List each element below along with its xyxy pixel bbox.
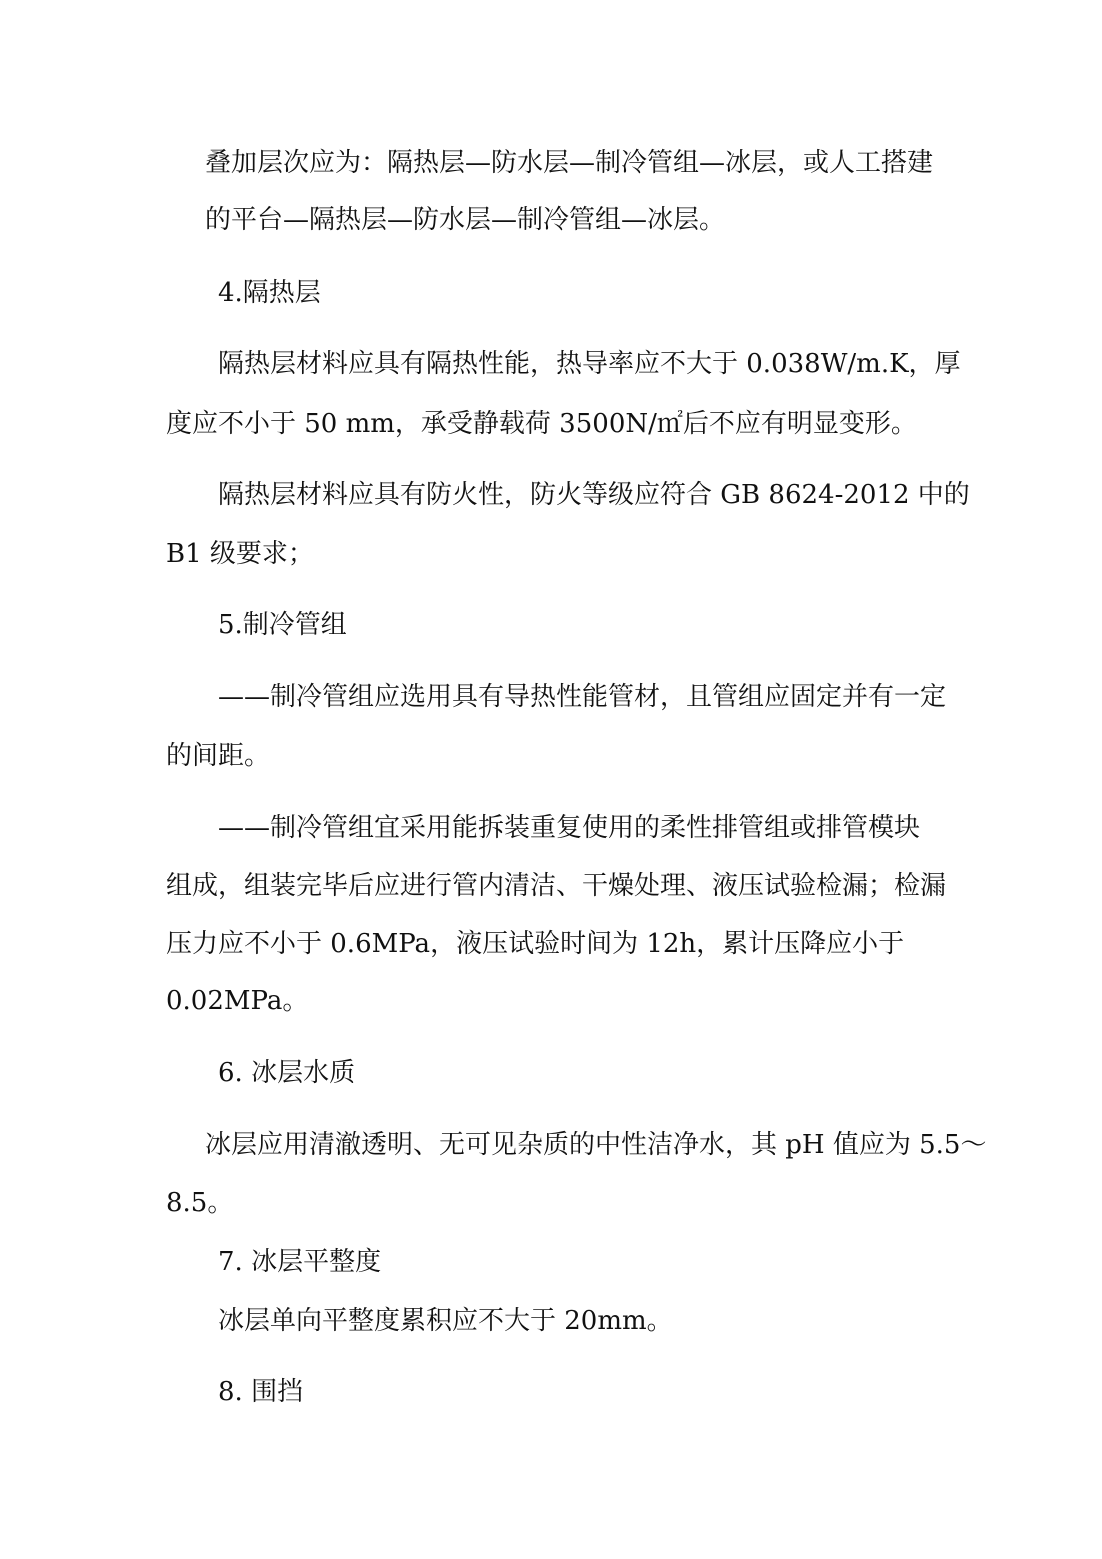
insulation-paragraph-2-line-1: 隔热层材料应具有防火性，防火等级应符合 GB 8624-2012 中的	[218, 480, 970, 510]
layer-order-text-line-1: 叠加层次应为：隔热层—防水层—制冷管组—冰层，或人工搭建	[205, 148, 934, 178]
water-quality-line-2: 8.5。	[166, 1188, 234, 1218]
layer-order-text-line-2: 的平台—隔热层—防水层—制冷管组—冰层。	[205, 205, 726, 235]
pipes-item-1-line-2: 的间距。	[166, 741, 271, 771]
section-heading-refrigeration-pipes: 5.制冷管组	[218, 610, 347, 640]
section-heading-ice-flatness: 7. 冰层平整度	[218, 1247, 382, 1277]
insulation-paragraph-2-line-2: B1 级要求；	[166, 539, 314, 569]
pipes-item-2-line-2: 组成，组装完毕后应进行管内清洁、干燥处理、液压试验检漏；检漏	[166, 871, 947, 901]
pipes-item-2-line-1: ——制冷管组宜采用能拆装重复使用的柔性排管组或排管模块	[218, 813, 921, 843]
insulation-paragraph-1-line-2: 度应不小于 50 mm，承受静载荷 3500N/㎡后不应有明显变形。	[166, 409, 917, 439]
section-heading-insulation: 4.隔热层	[218, 278, 321, 308]
insulation-paragraph-1-line-1: 隔热层材料应具有隔热性能，热导率应不大于 0.038W/m.K，厚	[218, 349, 961, 379]
pipes-item-2-line-3: 压力应不小于 0.6MPa，液压试验时间为 12h，累计压降应小于	[166, 929, 905, 959]
ice-flatness-text: 冰层单向平整度累积应不大于 20mm。	[218, 1306, 673, 1336]
pipes-item-2-line-4: 0.02MPa。	[166, 986, 309, 1016]
section-heading-enclosure: 8. 围挡	[218, 1377, 304, 1407]
section-heading-ice-water-quality: 6. 冰层水质	[218, 1058, 356, 1088]
pipes-item-1-line-1: ——制冷管组应选用具有导热性能管材，且管组应固定并有一定	[218, 682, 947, 712]
water-quality-line-1: 冰层应用清澈透明、无可见杂质的中性洁净水，其 pH 值应为 5.5～	[205, 1130, 987, 1160]
